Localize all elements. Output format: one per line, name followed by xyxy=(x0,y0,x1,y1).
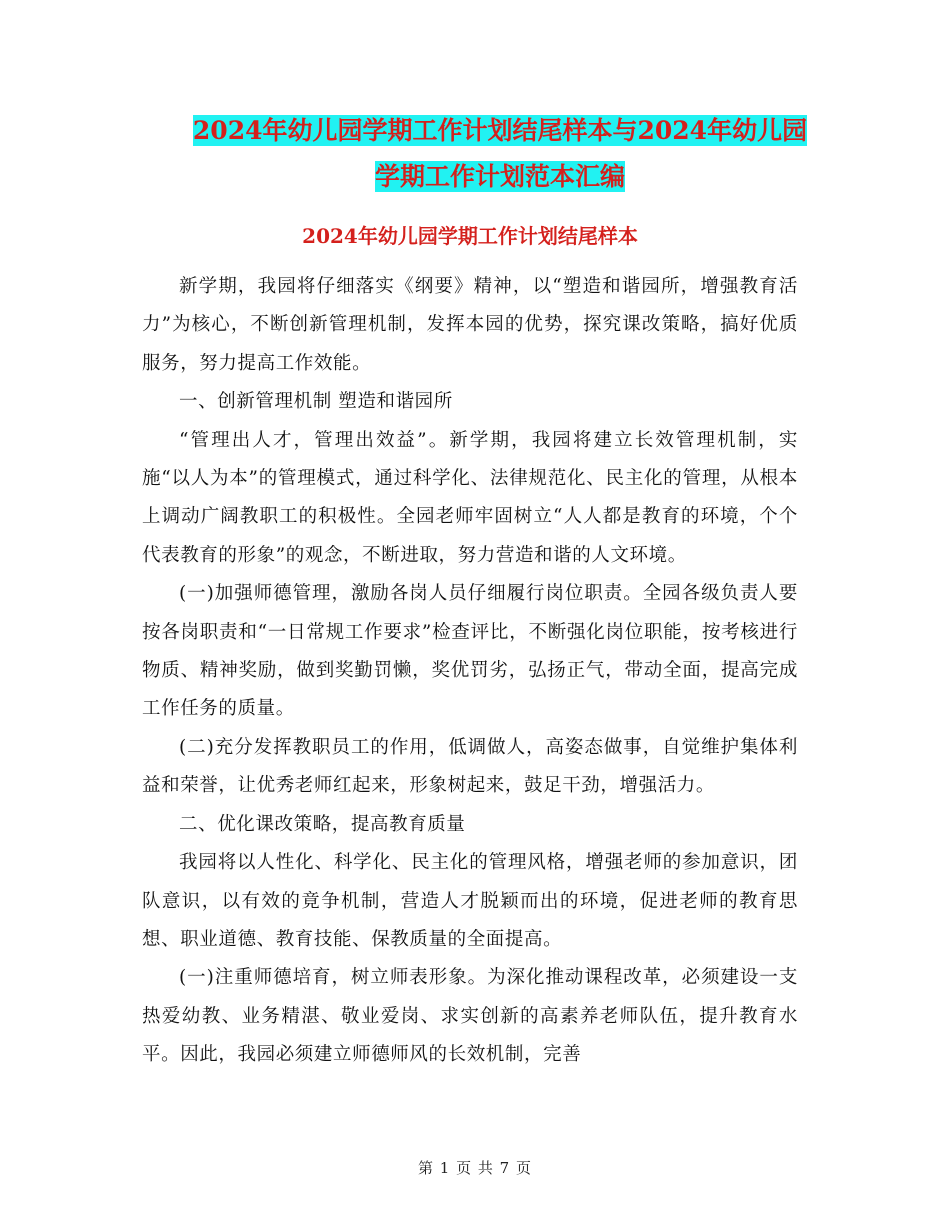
heading-section-1: 一、创新管理机制 塑造和谐园所 xyxy=(179,391,453,413)
paragraph-intro: 新学期，我园将仔细落实《纲要》精神，以“塑造和谐园所，增强教育活力”为核心，不断创新管理机制，发挥本园的优势，探究课改策略，搞好优质服务，努力提高工作效能。 xyxy=(142,276,798,374)
paragraph-item-1-2: (二)充分发挥教职员工的作用，低调做人，高姿态做事，自觉维护集体利益和荣誉，让优秀老师红起来，形象树起来，鼓足干劲，增强活力。 xyxy=(142,736,798,797)
page-footer: 第 1 页 共 7 页 xyxy=(418,1159,532,1177)
title-line-2: 学期工作计划范本汇编 xyxy=(374,162,625,191)
paragraph-management: “管理出人才，管理出效益”。新学期，我园将建立长效管理机制，实施“以人为本”的管理模式，通过科学化、法律规范化、民主化的管理，从根本上调动广阔教职工的积极性。全园老师牢固树立“人人都是教育的环境，个个代表教育的形象”的观念，不断进取，努力营造和谐的人文环境。 xyxy=(142,429,798,566)
paragraph-curriculum: 我园将以人性化、科学化、民主化的管理风格，增强老师的参加意识，团队意识，以有效的竟争机制，营造人才脱颖而出的环境，促进老师的教育思想、职业道德、教育技能、保教质量的全面提高。 xyxy=(142,852,798,950)
document-body xyxy=(142,268,798,1075)
document-title xyxy=(120,108,880,200)
title-line-1: 2024年幼儿园学期工作计划结尾样本与2024年幼儿园 xyxy=(192,116,808,145)
section-title: 2024年幼儿园学期工作计划结尾样本 xyxy=(302,224,638,248)
heading-section-2: 二、优化课改策略，提高教育质量 xyxy=(179,813,466,835)
paragraph-item-2-1: (一)注重师德培育，树立师表形象。为深化推动课程改革，必须建设一支热爱幼教、业务精湛、敬业爱岗、求实创新的高素养老师队伍，提升教育水平。因此，我园必须建立师德师风的长效机制，完善 xyxy=(142,967,798,1066)
paragraph-item-1-1: (一)加强师德管理，激励各岗人员仔细履行岗位职责。全园各级负责人要按各岗职责和“一日常规工作要求”检查评比，不断强化岗位职能，按考核进行物质、精神奖励，做到奖勤罚懒，奖优罚劣，弘扬正气，带动全面，提高完成工作任务的质量。 xyxy=(142,583,798,720)
